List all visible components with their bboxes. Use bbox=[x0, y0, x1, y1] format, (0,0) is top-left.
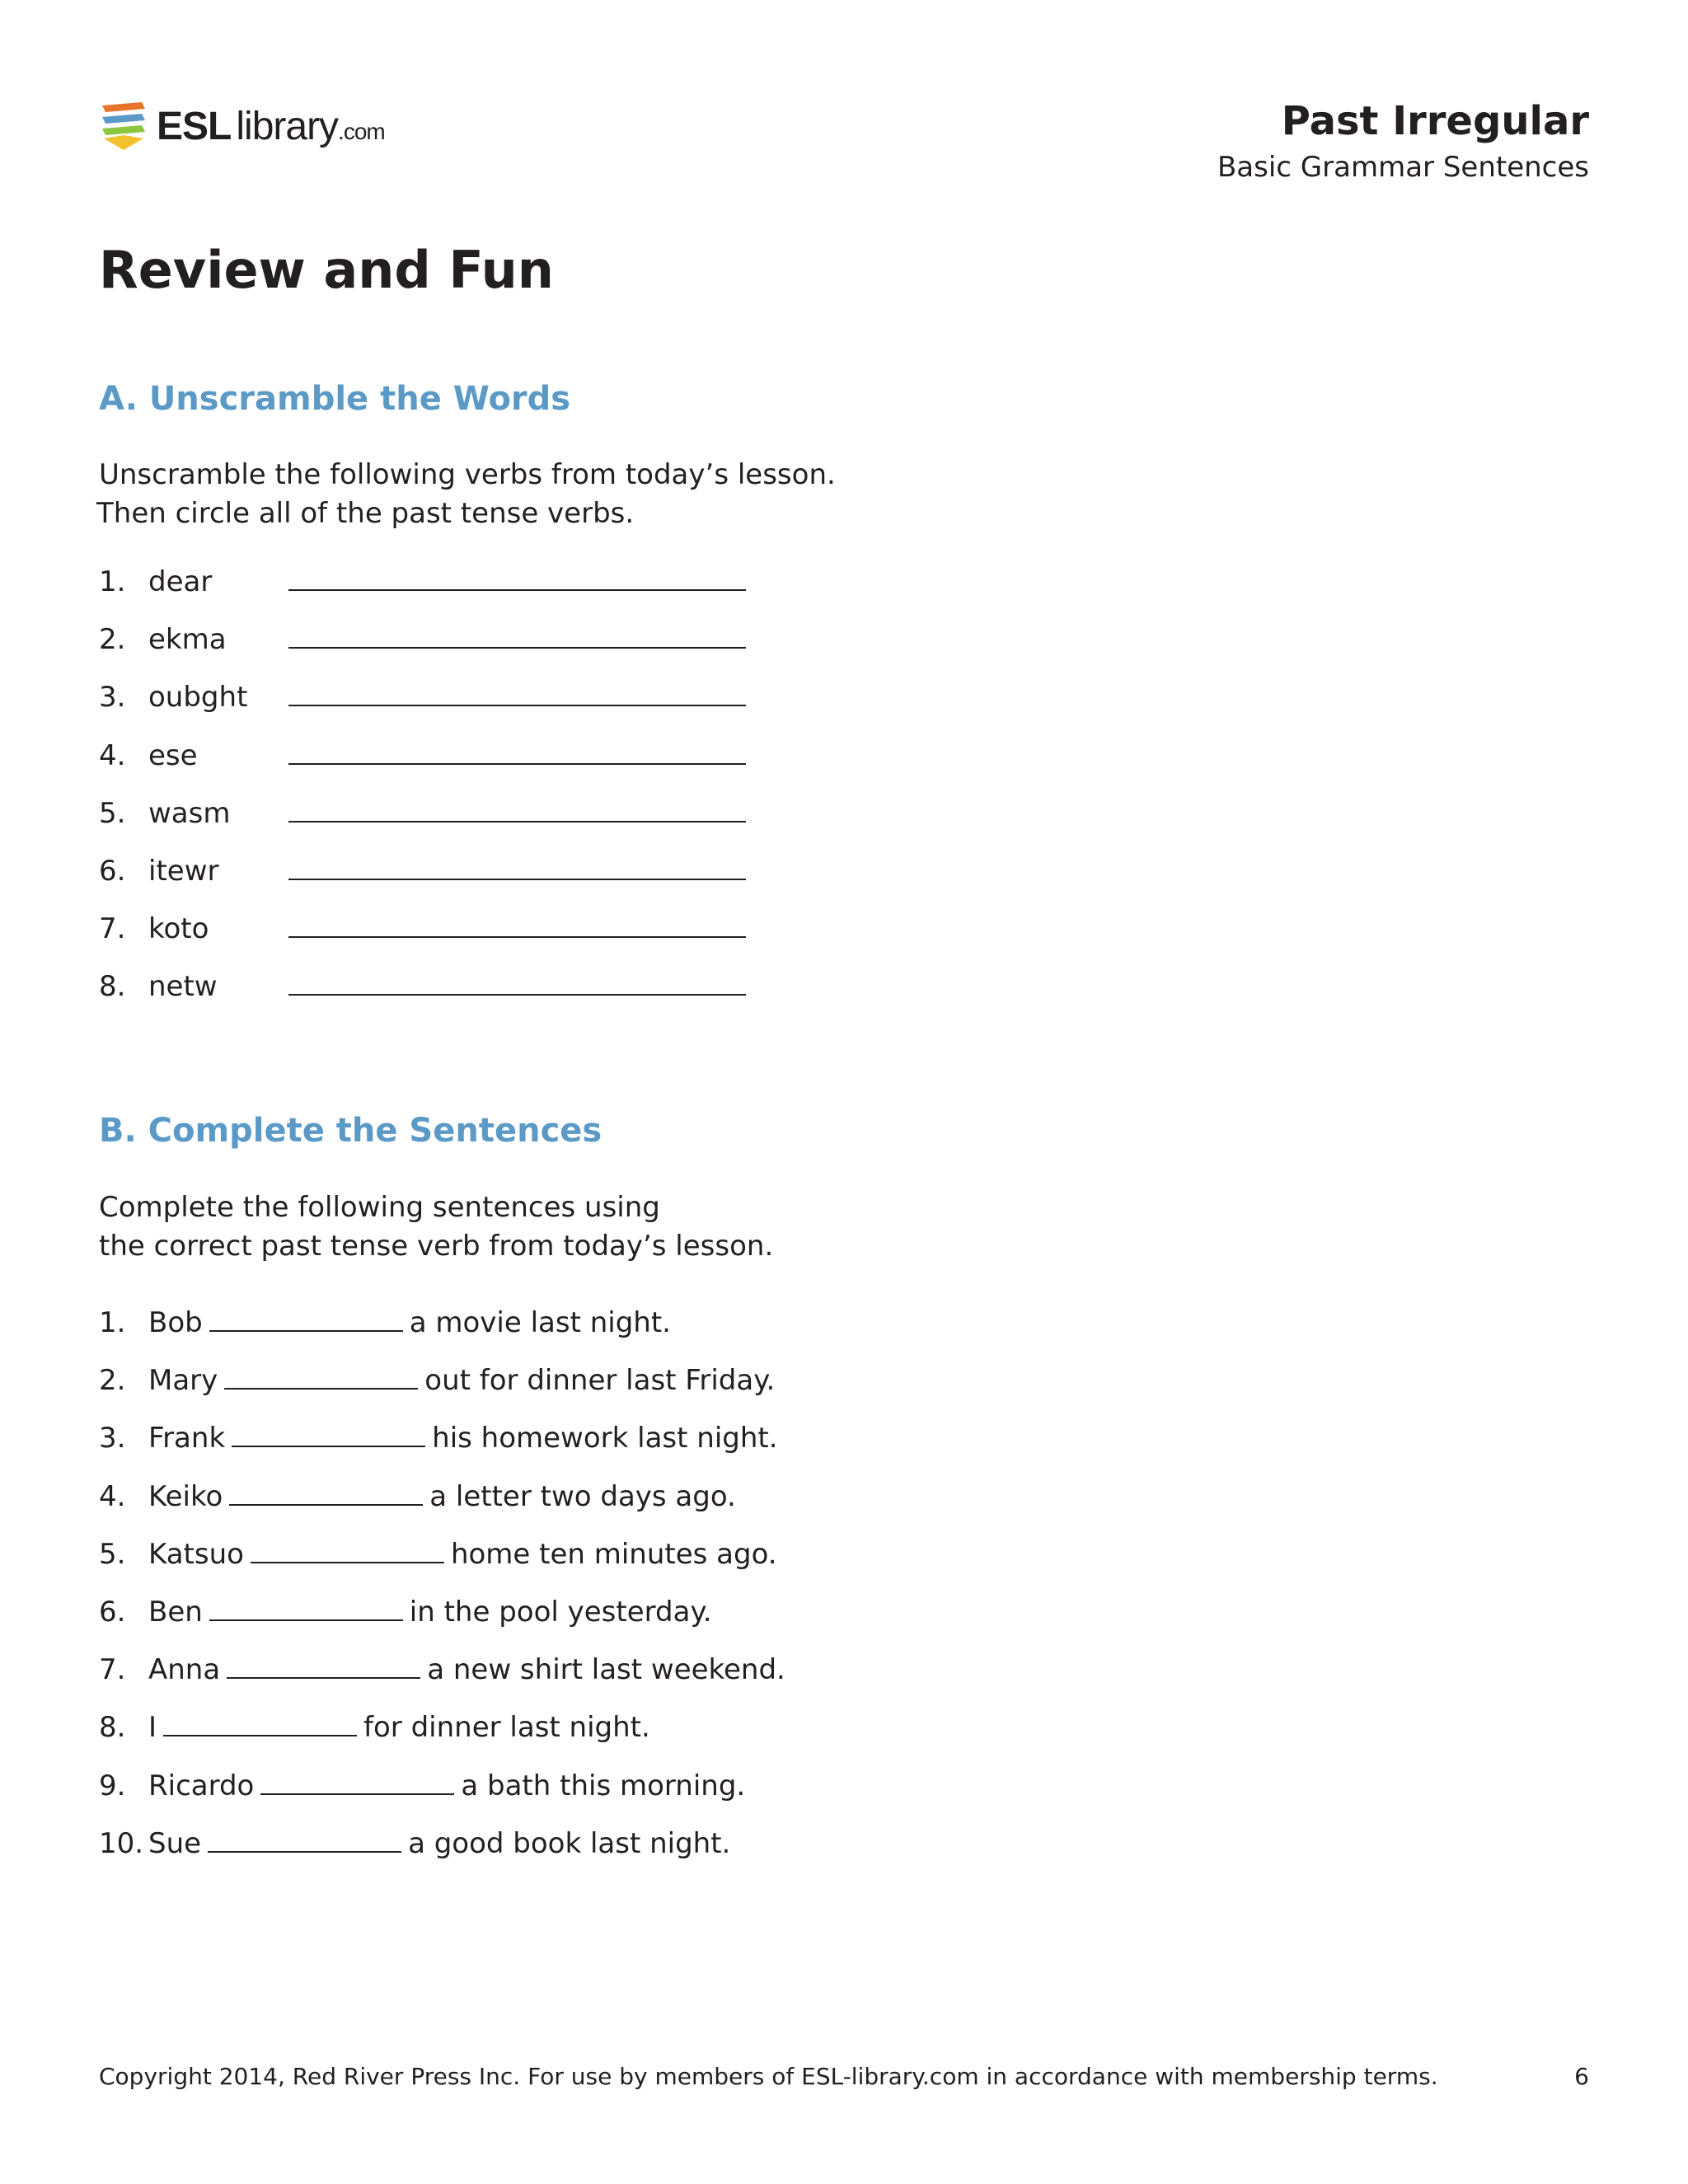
header-titles bbox=[1217, 92, 1589, 185]
books-stack-icon bbox=[99, 99, 150, 153]
item-number: 2. bbox=[99, 623, 126, 657]
document-subtitle: Basic Grammar Sentences bbox=[1217, 151, 1589, 184]
sentence-rest: a bath this morning. bbox=[461, 1769, 746, 1802]
item-number: 5. bbox=[99, 796, 126, 830]
unscramble-item bbox=[99, 970, 746, 1028]
answer-blank[interactable] bbox=[208, 1830, 401, 1853]
document-title: Past Irregular bbox=[1281, 98, 1589, 144]
item-number: 7. bbox=[99, 912, 126, 946]
sentence-list bbox=[99, 1306, 785, 1885]
instruction-line: the correct past tense verb from today’s lesson. bbox=[99, 1230, 774, 1263]
copyright-notice: Copyright 2014, Red River Press Inc. For use by members of ESL-library.com in accordance with membership terms. bbox=[99, 2063, 1438, 2090]
logo-text-esl: ESL bbox=[157, 104, 232, 148]
answer-line[interactable] bbox=[288, 915, 746, 938]
section-a-heading: A. Unscramble the Words bbox=[99, 380, 571, 418]
scrambled-word: koto bbox=[148, 912, 209, 946]
answer-line[interactable] bbox=[288, 799, 746, 823]
section-b-heading: B. Complete the Sentences bbox=[99, 1112, 603, 1150]
item-number: 4. bbox=[99, 1479, 126, 1513]
item-number: 1. bbox=[99, 565, 126, 598]
item-number: 8. bbox=[99, 1711, 126, 1745]
sentence-item bbox=[99, 1827, 785, 1885]
answer-line[interactable] bbox=[288, 568, 746, 591]
sentence-item bbox=[99, 1538, 785, 1596]
item-number: 3. bbox=[99, 1422, 126, 1455]
page-title: Review and Fun bbox=[99, 240, 554, 300]
scrambled-word: wasm bbox=[148, 796, 231, 830]
sentence-subject: Ricardo bbox=[148, 1769, 255, 1802]
section-b-instructions bbox=[99, 1188, 773, 1266]
sentence-rest: a letter two days ago. bbox=[429, 1479, 736, 1513]
unscramble-item bbox=[99, 623, 746, 681]
sentence-rest: in the pool yesterday. bbox=[409, 1595, 712, 1629]
scrambled-word: dear bbox=[148, 565, 213, 598]
logo-text-com: .com bbox=[338, 118, 385, 144]
item-number: 3. bbox=[99, 681, 126, 715]
item-number: 10. bbox=[99, 1826, 144, 1860]
scrambled-word: ekma bbox=[148, 623, 227, 657]
sentence-subject: Mary bbox=[148, 1364, 218, 1398]
unscramble-list bbox=[99, 565, 746, 1029]
scrambled-word: ese bbox=[148, 738, 198, 772]
unscramble-item bbox=[99, 855, 746, 912]
answer-line[interactable] bbox=[288, 683, 746, 706]
sentence-item bbox=[99, 1653, 785, 1711]
sentence-item bbox=[99, 1364, 785, 1422]
item-number: 9. bbox=[99, 1769, 126, 1802]
instruction-line: Then circle all of the past tense verbs. bbox=[96, 497, 635, 530]
unscramble-item bbox=[99, 739, 746, 797]
sentence-subject: Katsuo bbox=[148, 1537, 244, 1571]
unscramble-item bbox=[99, 797, 746, 855]
item-number: 1. bbox=[99, 1306, 126, 1339]
sentence-rest: a good book last night. bbox=[408, 1826, 731, 1860]
item-number: 2. bbox=[99, 1364, 126, 1398]
item-number: 6. bbox=[99, 854, 126, 888]
sentence-subject: Frank bbox=[148, 1422, 226, 1455]
section-a-instructions bbox=[96, 456, 836, 533]
unscramble-item bbox=[99, 681, 746, 738]
answer-line[interactable] bbox=[288, 742, 746, 765]
answer-blank[interactable] bbox=[163, 1713, 357, 1736]
sentence-subject: Ben bbox=[148, 1595, 203, 1629]
scrambled-word: netw bbox=[148, 970, 218, 1004]
sentence-item bbox=[99, 1306, 785, 1364]
item-number: 4. bbox=[99, 738, 126, 772]
sentence-subject: Anna bbox=[148, 1653, 221, 1687]
sentence-rest: a movie last night. bbox=[409, 1306, 671, 1339]
logo-wordmark bbox=[157, 104, 385, 149]
instruction-line: Unscramble the following verbs from today’s lesson. bbox=[99, 458, 836, 491]
sentence-rest: for dinner last night. bbox=[363, 1711, 650, 1745]
scrambled-word: oubght bbox=[148, 681, 248, 715]
sentence-subject: Sue bbox=[148, 1826, 202, 1860]
item-number: 6. bbox=[99, 1595, 126, 1629]
answer-line[interactable] bbox=[288, 626, 746, 649]
sentence-rest: home ten minutes ago. bbox=[450, 1537, 777, 1571]
answer-blank[interactable] bbox=[209, 1309, 403, 1332]
sentence-item bbox=[99, 1769, 785, 1827]
answer-line[interactable] bbox=[288, 972, 746, 996]
sentence-item bbox=[99, 1596, 785, 1653]
sentence-item bbox=[99, 1711, 785, 1769]
sentence-subject: Bob bbox=[148, 1306, 203, 1339]
sentence-rest: his homework last night. bbox=[432, 1422, 778, 1455]
answer-blank[interactable] bbox=[251, 1540, 444, 1563]
answer-blank[interactable] bbox=[229, 1483, 423, 1506]
answer-line[interactable] bbox=[288, 857, 746, 880]
answer-blank[interactable] bbox=[209, 1598, 403, 1621]
page-number: 6 bbox=[1574, 2063, 1589, 2090]
scrambled-word: itewr bbox=[148, 854, 219, 888]
page-header bbox=[99, 92, 1589, 191]
logo-text-library: library bbox=[236, 104, 339, 148]
sentence-subject: Keiko bbox=[148, 1479, 223, 1513]
esl-library-logo bbox=[99, 97, 385, 155]
answer-blank[interactable] bbox=[232, 1424, 425, 1447]
item-number: 5. bbox=[99, 1537, 126, 1571]
instruction-line: Complete the following sentences using bbox=[99, 1191, 660, 1224]
unscramble-item bbox=[99, 912, 746, 970]
sentence-rest: out for dinner last Friday. bbox=[424, 1364, 776, 1398]
answer-blank[interactable] bbox=[224, 1366, 418, 1390]
item-number: 7. bbox=[99, 1653, 126, 1687]
sentence-rest: a new shirt last weekend. bbox=[427, 1653, 785, 1687]
unscramble-item bbox=[99, 565, 746, 623]
sentence-item bbox=[99, 1480, 785, 1538]
answer-blank[interactable] bbox=[227, 1656, 420, 1679]
item-number: 8. bbox=[99, 970, 126, 1004]
answer-blank[interactable] bbox=[260, 1772, 454, 1795]
sentence-subject: I bbox=[148, 1711, 157, 1745]
sentence-item bbox=[99, 1422, 785, 1479]
